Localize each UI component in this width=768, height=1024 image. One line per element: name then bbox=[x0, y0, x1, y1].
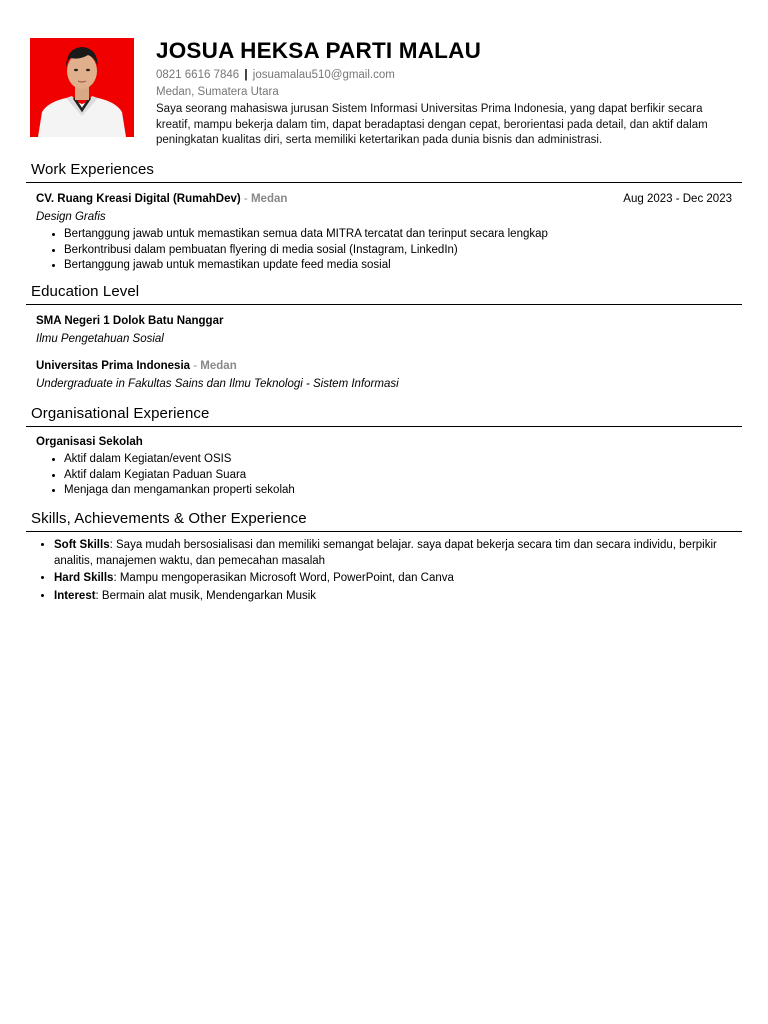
organisation-name: Organisasi Sekolah bbox=[36, 436, 143, 448]
section-title: Education Level bbox=[26, 283, 742, 305]
header-text bbox=[156, 38, 740, 149]
location-dash: - bbox=[193, 360, 198, 372]
study-field: Ilmu Pengetahuan Sosial bbox=[36, 333, 164, 345]
list-item: • Bertanggung jawab untuk memastikan semua data MITRA tercatat dan terinput secara lengkap bbox=[64, 227, 742, 243]
skill-label: Soft Skills bbox=[54, 539, 110, 551]
employer-location: Medan bbox=[250, 193, 288, 205]
location-text: Medan, Sumatera Utara bbox=[156, 86, 279, 98]
section-title: Skills, Achievements & Other Experience bbox=[26, 510, 742, 532]
skills-section bbox=[26, 510, 742, 606]
work-entry bbox=[26, 192, 742, 274]
list-item bbox=[54, 589, 742, 605]
skill-text: : Saya mudah bersosialisasi dan memiliki semangat belajar. saya dapat bekerja secara tim dan secara individu, berpikir analitis, manajemen waktu, dan pemecahan masalah bbox=[54, 539, 717, 567]
school-location: Medan bbox=[200, 360, 237, 372]
phone-number: 0821 6616 7846 bbox=[156, 69, 240, 81]
organisation-section bbox=[26, 405, 742, 499]
school-line bbox=[36, 359, 742, 374]
organisation-entry bbox=[26, 435, 742, 499]
skill-label: Interest bbox=[54, 589, 96, 602]
profile-summary: Saya seorang mahasiswa jurusan Sistem Informasi Universitas Prima Indonesia, yang dapat berfikir secara kreatif, mampu bekerja dalam tim, dapat beradaptasi dengan cepat, berorientasi pada detail, dan aktif dalam peningkatan kualitas diri, serta memiliki ketertarikan pada dunia bisnis dan administrasi. bbox=[156, 103, 708, 147]
contact-line bbox=[156, 68, 740, 83]
skill-text: : Bermain alat musik, Mendengarkan Musik bbox=[95, 589, 317, 602]
section-title: Work Experiences bbox=[26, 161, 742, 183]
skill-text: : Mampu mengoperasikan Microsoft Word, PowerPoint, dan Canva bbox=[113, 572, 454, 585]
profile-photo bbox=[30, 38, 134, 137]
education-entry bbox=[26, 314, 742, 347]
skill-label: Hard Skills bbox=[54, 572, 114, 585]
candidate-name: JOSUA HEKSA PARTI MALAU bbox=[156, 38, 482, 63]
employment-dates: Aug 2023 - Dec 2023 bbox=[623, 193, 732, 205]
education-entry bbox=[26, 359, 742, 392]
contact-separator: | bbox=[244, 69, 248, 81]
email-address[interactable]: josuamalau510@gmail.com bbox=[252, 69, 395, 81]
resume-header bbox=[30, 38, 742, 148]
work-bullets bbox=[36, 227, 742, 274]
education-section bbox=[26, 283, 742, 392]
school-name: Universitas Prima Indonesia bbox=[36, 360, 191, 372]
section-title: Organisational Experience bbox=[26, 405, 742, 427]
skills-list bbox=[26, 538, 742, 604]
list-item: • Menjaga dan mengamankan properti sekolah bbox=[64, 483, 742, 499]
list-item: • Aktif dalam Kegiatan Paduan Suara bbox=[64, 468, 742, 484]
job-role: Design Grafis bbox=[36, 211, 106, 223]
work-section bbox=[26, 161, 742, 274]
list-item: • Bertanggung jawab untuk memastikan update feed media sosial bbox=[64, 258, 742, 274]
employer-name: CV. Ruang Kreasi Digital (RumahDev) bbox=[36, 193, 241, 205]
list-item bbox=[54, 571, 742, 587]
school-name: SMA Negeri 1 Dolok Batu Nanggar bbox=[36, 315, 224, 327]
organisation-bullets bbox=[36, 452, 742, 499]
location-dash: - bbox=[243, 193, 248, 205]
list-item: • Berkontribusi dalam pembuatan flyering di media sosial (Instagram, LinkedIn) bbox=[64, 243, 742, 259]
list-item bbox=[54, 538, 742, 569]
study-field: Undergraduate in Fakultas Sains dan Ilmu Teknologi - Sistem Informasi bbox=[36, 378, 399, 390]
list-item: • Aktif dalam Kegiatan/event OSIS bbox=[64, 452, 742, 468]
